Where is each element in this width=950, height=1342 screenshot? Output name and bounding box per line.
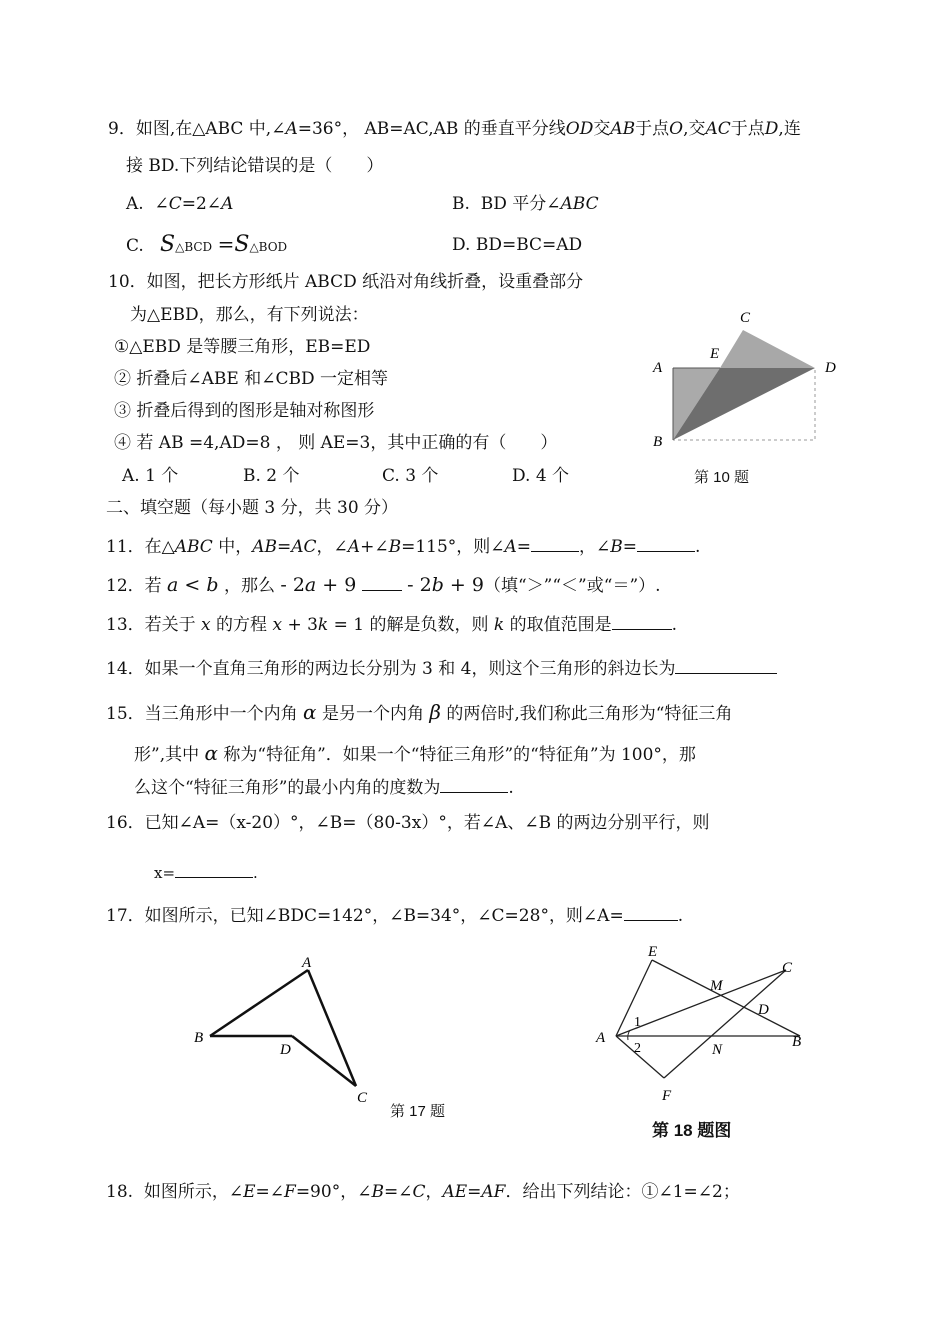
q10-option-d: D. 4 个 bbox=[512, 466, 570, 486]
q15-line3: 么这个“特征三角形”的最小内角的度数为 . bbox=[134, 774, 514, 800]
q18-label-angle-2: 2 bbox=[634, 1041, 641, 1056]
q10-statement-4: ④ 若 AB =4,AD=8 ， 则 AE=3，其中正确的有（ ） bbox=[114, 433, 558, 453]
q18-label-m: M bbox=[710, 978, 723, 994]
q9-option-d: D. BD=BC=AD bbox=[452, 235, 583, 255]
q17-figure bbox=[190, 950, 390, 1110]
q9-option-a: A. ∠C=2∠A bbox=[126, 194, 234, 214]
q18-label-a: A bbox=[596, 1030, 606, 1046]
q18-label-e: E bbox=[648, 944, 658, 960]
q17-label-a: A bbox=[302, 955, 312, 971]
q9-line2: 接 BD.下列结论错误的是（ ） bbox=[126, 156, 384, 176]
q17-label-c: C bbox=[357, 1090, 368, 1106]
q10-label-a: A bbox=[653, 360, 663, 376]
q10-option-b: B. 2 个 bbox=[243, 466, 300, 486]
q18-label-n: N bbox=[712, 1042, 723, 1058]
q14: 14．如果一个直角三角形的两边长分别为 3 和 4，则这个三角形的斜边长为 bbox=[106, 655, 777, 681]
q18-label-c: C bbox=[782, 960, 793, 976]
q18-caption: 第 18 题图 bbox=[652, 1121, 732, 1140]
q12: 12．若 a < b ，那么 - 2a + 9 - 2b + 9（填“＞”“＜”或“＝”）. bbox=[106, 574, 661, 596]
q15-line2: 形”,其中 α 称为“特征角”．如果一个“特征三角形”的“特征角”为 100°，那 bbox=[134, 741, 696, 765]
q10-label-c: C bbox=[740, 310, 751, 326]
q17-label-d: D bbox=[280, 1042, 291, 1058]
q16-line1: 16．已知∠A=（x-20）°，∠B=（80-3x）°，若∠A、∠B 的两边分别平行，则 bbox=[106, 813, 710, 833]
q10-caption: 第 10 题 bbox=[694, 469, 750, 486]
q10-statement-1: ①△EBD 是等腰三角形，EB=ED bbox=[114, 337, 371, 357]
q10-statement-3: ③ 折叠后得到的图形是轴对称图形 bbox=[114, 401, 375, 421]
q9-option-c: C. S△BCD =S△BOD bbox=[126, 232, 288, 257]
q11: 11．在△ABC 中，AB=AC，∠A+∠B=115°，则∠A= ，∠B= . bbox=[106, 533, 700, 559]
q10-line2: 为△EBD，那么，有下列说法： bbox=[130, 305, 369, 325]
q13: 13．若关于 x 的方程 x + 3k = 1 的解是负数，则 k 的取值范围是 . bbox=[106, 611, 677, 637]
q17-caption: 第 17 题 bbox=[390, 1103, 446, 1120]
section-2-heading: 二、填空题（每小题 3 分，共 30 分） bbox=[106, 498, 399, 518]
q16-line2: x= . bbox=[154, 864, 258, 882]
q17: 17．如图所示，已知∠BDC=142°，∠B=34°，∠C=28°，则∠A= . bbox=[106, 902, 683, 928]
q10-option-c: C. 3 个 bbox=[382, 466, 439, 486]
q18-label-f: F bbox=[662, 1088, 672, 1104]
q18-label-b: B bbox=[792, 1034, 802, 1050]
q18-label-angle-1: 1 bbox=[634, 1015, 641, 1030]
q10-label-b: B bbox=[653, 434, 663, 450]
q18: 18. 如图所示，∠E=∠F=90°，∠B=∠C，AE=AF．给出下列结论：①∠1=∠2； bbox=[106, 1182, 740, 1202]
q10-figure bbox=[640, 300, 850, 460]
q15-line1: 15．当三角形中一个内角 α 是另一个内角 β 的两倍时,我们称此三角形为“特征三角 bbox=[106, 700, 733, 724]
q10-statement-2: ② 折叠后∠ABE 和∠CBD 一定相等 bbox=[114, 369, 389, 389]
q10-label-e: E bbox=[710, 346, 720, 362]
q18-figure bbox=[590, 940, 820, 1110]
q10-label-d: D bbox=[825, 360, 836, 376]
q18-label-d: D bbox=[758, 1002, 769, 1018]
q10-option-a: A. 1 个 bbox=[122, 466, 179, 486]
q9-option-b: B. BD 平分∠ABC bbox=[452, 194, 599, 214]
q10-line1: 10．如图，把长方形纸片 ABCD 纸沿对角线折叠，设重叠部分 bbox=[108, 272, 584, 292]
q9-line1: 9．如图,在△ABC 中,∠A=36°， AB=AC,AB 的垂直平分线OD交AB于点O,交AC于点D,连 bbox=[108, 119, 801, 139]
q17-label-b: B bbox=[194, 1030, 204, 1046]
q10-triangle-ecd bbox=[720, 330, 815, 368]
